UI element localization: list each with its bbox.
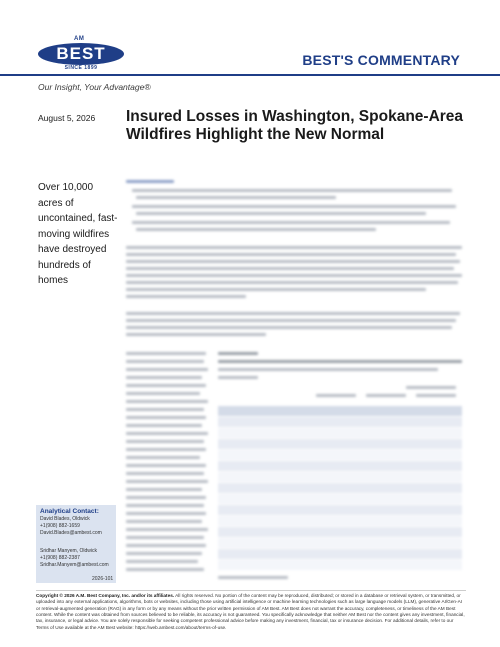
blurred-line xyxy=(126,319,456,322)
blurred-table-row xyxy=(218,483,462,493)
blurred-exhibit-label xyxy=(218,352,258,355)
blurred-line xyxy=(126,448,206,451)
blurred-line xyxy=(126,520,202,523)
blurred-line xyxy=(126,432,208,435)
blurred-line xyxy=(126,512,206,515)
blurred-line xyxy=(126,544,206,547)
blurred-table-source xyxy=(218,576,288,579)
blurred-line xyxy=(126,333,266,336)
blurred-line xyxy=(132,189,452,192)
tagline: Our Insight, Your Advantage® xyxy=(38,82,151,92)
blurred-line xyxy=(126,392,200,395)
blurred-table-row xyxy=(218,494,462,504)
blurred-line xyxy=(416,394,456,397)
blurred-table-row xyxy=(218,505,462,515)
blurred-line xyxy=(126,480,208,483)
blurred-table-row xyxy=(218,428,462,438)
document-id: 2026-101 xyxy=(92,576,114,582)
blurred-line xyxy=(132,205,456,208)
contact-phone: +1(908) 882-1659 xyxy=(40,523,80,529)
blurred-table-row xyxy=(218,560,462,570)
blurred-line xyxy=(126,456,200,459)
blurred-table-row xyxy=(218,461,462,471)
blurred-line xyxy=(126,416,206,419)
blurred-table-row xyxy=(218,439,462,449)
blurred-line xyxy=(126,360,204,363)
blurred-table-row xyxy=(218,516,462,526)
blurred-line xyxy=(126,253,456,256)
page-header xyxy=(0,0,500,82)
blurred-line xyxy=(126,295,246,298)
blurred-line xyxy=(126,536,204,539)
blurred-line xyxy=(126,368,208,371)
header-divider xyxy=(0,74,500,76)
blurred-heading xyxy=(126,180,174,183)
blurred-line xyxy=(126,472,204,475)
contact-heading: Analytical Contact: xyxy=(40,508,99,515)
contact-email[interactable]: Sridhar.Manyem@ambest.com xyxy=(40,562,109,568)
blurred-table-header xyxy=(218,406,462,416)
blurred-article-body xyxy=(126,172,466,592)
blurred-table-row xyxy=(218,450,462,460)
copyright-heading: Copyright © 2026 A.M. Best Company, Inc. and/or its affiliates. xyxy=(36,593,175,598)
blurred-line xyxy=(136,196,336,199)
blurred-line xyxy=(126,488,202,491)
blurred-line xyxy=(126,376,202,379)
blurred-line xyxy=(366,394,406,397)
blurred-line xyxy=(126,560,198,563)
blurred-line xyxy=(126,408,204,411)
blurred-line xyxy=(126,288,426,291)
blurred-line xyxy=(126,440,204,443)
blurred-line xyxy=(406,386,456,389)
contact-name: David Blades, Oldwick xyxy=(40,516,90,522)
publication-title: BEST'S COMMENTARY xyxy=(302,52,460,68)
blurred-line xyxy=(126,267,454,270)
blurred-line xyxy=(126,384,206,387)
blurred-table-row xyxy=(218,472,462,482)
article-date: August 5, 2026 xyxy=(38,113,96,123)
logo-am-text: AM xyxy=(74,36,85,42)
pull-quote: Over 10,000 acres of uncontained, fast-moving wildfires have destroyed hundreds of homes xyxy=(38,182,118,286)
blurred-table-row xyxy=(218,417,462,427)
copyright-footer xyxy=(36,593,466,631)
blurred-line xyxy=(126,281,458,284)
contact-email[interactable]: David.Blades@ambest.com xyxy=(40,530,102,536)
blurred-line xyxy=(132,221,450,224)
blurred-line xyxy=(126,552,202,555)
blurred-line xyxy=(136,228,376,231)
blurred-line xyxy=(126,326,452,329)
blurred-exhibit-title xyxy=(218,360,462,363)
blurred-table-row xyxy=(218,527,462,537)
blurred-line xyxy=(316,394,356,397)
contact-phone: +1(908) 882-2387 xyxy=(40,555,80,561)
blurred-table-row xyxy=(218,538,462,548)
blurred-line xyxy=(126,246,462,249)
blurred-line xyxy=(126,528,208,531)
footer-divider xyxy=(36,590,466,591)
am-best-logo[interactable] xyxy=(38,38,124,74)
blurred-line xyxy=(126,464,206,467)
blurred-line xyxy=(126,496,206,499)
logo-since-text: SINCE 1899 xyxy=(64,65,98,71)
copyright-body: All rights reserved. No portion of the content may be reproduced, distributed; or stored in a database or retrieval system, or transmitted, or uploaded into any external applications, algorithms, bots or websites, including those using artificial intelligence or machine learning technologies such as large language models (LLM), generative AI/Gen-AI or retrieval-augmented generation (RAG) in any form or by any means without the prior written permission of AM Best. AM Best does not warrant the accuracy, completeness, or timeliness of the AM Best content. While the content was obtained from sources believed to be reliable, its accuracy is not guaranteed. You specifically acknowledge that neither AM Best nor the content gives any investment, financial, tax, insurance, or legal advice. You are solely responsible for seeking competent professional advice before making any investment, financial, tax or insurance decision. For additional details, refer to our Terms of Use available at the AM Best website: https://web.ambest.com/about/terms-of-use. xyxy=(36,593,465,630)
blurred-table-row xyxy=(218,549,462,559)
blurred-line xyxy=(126,260,460,263)
blurred-line xyxy=(218,368,438,371)
blurred-line xyxy=(126,400,208,403)
contact-name: Sridhar Manyem, Oldwick xyxy=(40,548,97,554)
blurred-line xyxy=(126,568,204,571)
blurred-line xyxy=(136,212,426,215)
blurred-line xyxy=(218,376,258,379)
blurred-line xyxy=(126,352,206,355)
blurred-line xyxy=(126,274,462,277)
blurred-line xyxy=(126,312,460,315)
blurred-line xyxy=(126,424,202,427)
article-title: Insured Losses in Washington, Spokane-Area Wildfires Highlight the New Normal xyxy=(126,108,464,143)
logo-best-text: BEST xyxy=(56,44,106,63)
blurred-line xyxy=(126,504,204,507)
